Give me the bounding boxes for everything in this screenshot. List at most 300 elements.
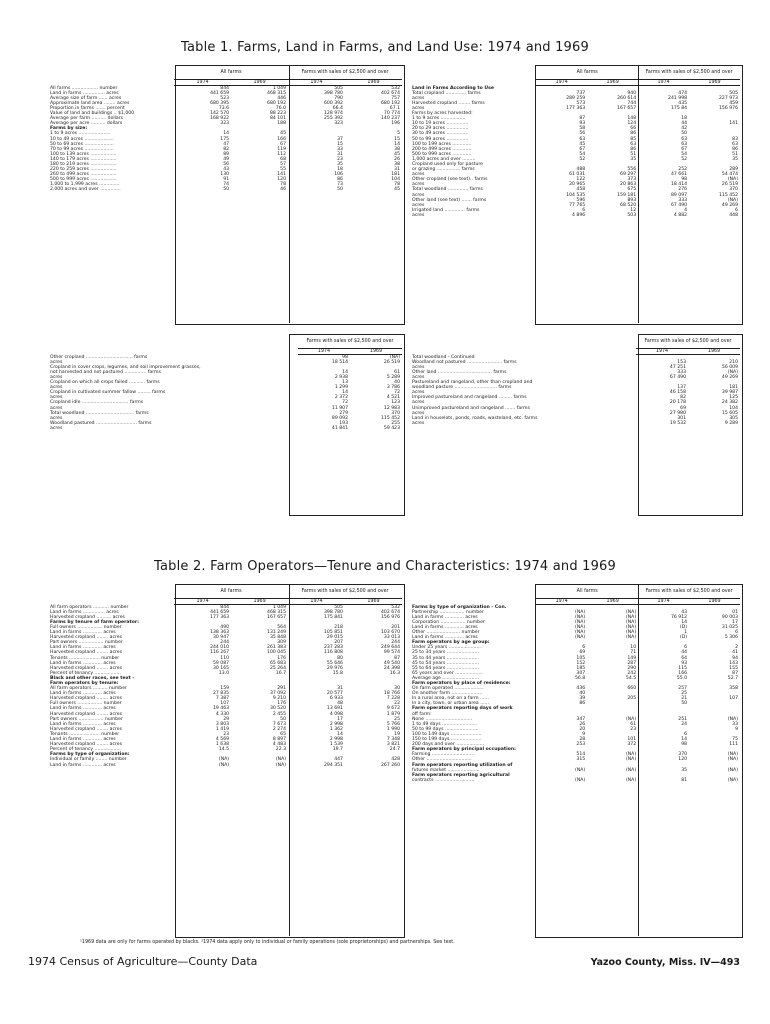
cell-value: 115 452 (381, 415, 400, 421)
cell-value: 116 267 (210, 650, 230, 656)
cell-value: 680 192 (267, 100, 287, 106)
header-farms-2500: Farms with sales of $2,500 and over (288, 585, 402, 599)
row-label: acres (412, 202, 425, 208)
table1-right (410, 66, 740, 218)
cell-value: 19.7 (332, 747, 343, 753)
cell-value: 58 (579, 126, 586, 132)
cell-value: 105 851 (323, 630, 343, 636)
cell-value: 1 419 (215, 726, 230, 732)
row-label: Harvested cropland ........ acres (50, 635, 123, 641)
row-label: acres (412, 105, 425, 111)
cell-value: 86 (732, 146, 738, 152)
row-label: Cropland in cover crops, legumes, and soil improvement grasses, (50, 364, 201, 370)
header-year: 1974 (536, 80, 587, 86)
cell-value: 307 (576, 670, 586, 676)
row-label: 200 days and over ................... (412, 742, 485, 748)
row-label: Pastureland and rangeland, other than cropland and (412, 380, 533, 386)
row-label: Other cropland ................................ farms (50, 354, 148, 360)
cell-value: 19 (394, 731, 400, 737)
cell-value: 370 (729, 187, 738, 193)
cell-value: 175 (220, 136, 230, 142)
cell-value: 6 (582, 645, 586, 651)
cell-value: (NA) (575, 777, 586, 783)
row-label: In a rural area, not on a farm ...... (412, 696, 489, 702)
cell-value: 29 (223, 716, 230, 722)
cell-value: 1 362 (329, 726, 343, 732)
cell-value: (NA) (727, 716, 738, 722)
cell-value: 24.7 (389, 747, 400, 753)
row-label: acres (50, 415, 63, 421)
cell-value: 67 (579, 146, 586, 152)
cell-value: 52 (579, 156, 586, 162)
cell-value: 523 (220, 95, 230, 101)
cell-value: 40 (579, 691, 586, 697)
cell-value: 107 (729, 696, 738, 702)
cell-value: 90 003 (721, 614, 738, 620)
row-label: 10 to 49 acres .................... (50, 136, 114, 142)
header-row (410, 66, 740, 80)
cell-value: 49 (223, 156, 230, 162)
cell-value: 181 (729, 385, 738, 391)
cell-value: 39 (579, 696, 586, 702)
cell-value: 4 882 (673, 212, 688, 218)
row-label: Other land (see text) ....... farms (412, 197, 487, 203)
cell-value: (NA) (625, 757, 637, 763)
cell-value: 61 031 (569, 172, 586, 178)
cell-value: 78 (394, 182, 400, 188)
row-label: futures market ...................... (412, 767, 480, 773)
cell-value: 98 (342, 354, 348, 360)
cell-value: 143 (729, 660, 738, 666)
cell-value: 556 (627, 167, 637, 173)
cell-value: (NA) (625, 609, 637, 615)
cell-value: 16.3 (389, 670, 400, 676)
row-label: acres (412, 95, 425, 101)
row-label: contracts ........................... (412, 777, 475, 783)
cell-value: 441 659 (210, 609, 230, 615)
cell-value: 448 (729, 212, 738, 218)
cell-value: 106 (334, 172, 343, 178)
cell-value: (NA) (625, 630, 637, 636)
cell-value: 142 570 (210, 111, 230, 117)
cell-value: 44 (681, 121, 688, 127)
cell-value: 12 (630, 207, 637, 213)
cell-value: 47 251 (669, 364, 686, 370)
row-label: Irrigated land .............. farms (412, 207, 480, 213)
cell-value: 2 938 (334, 374, 348, 380)
cell-value: 242 (627, 670, 637, 676)
row-label: Farms by tenure of farm operator: (50, 619, 139, 625)
cell-value: 33 013 (383, 635, 400, 641)
cell-value: 2 274 (272, 726, 287, 732)
header-row (410, 585, 740, 599)
cell-value: 63 (579, 136, 586, 142)
row-label: Farm operators by place of residence: (412, 681, 511, 686)
cell-value: (NA) (625, 614, 637, 620)
cell-value: 196 (391, 121, 400, 127)
cell-value: 86 (579, 701, 586, 707)
cell-value: 24 (681, 721, 688, 727)
cell-value: 5 306 (724, 635, 738, 641)
cell-value: 402 674 (381, 90, 400, 96)
cell-value: 1 638 (215, 742, 230, 748)
cell-value: 93 (579, 121, 586, 127)
cell-value: 01 (732, 609, 738, 615)
header-year: 1969 (587, 599, 638, 605)
cell-value: 111 (729, 742, 738, 748)
table-row (410, 778, 740, 783)
row-label: Under 25 years ...................... (412, 645, 481, 651)
table-row (48, 426, 402, 431)
cell-value: 1 539 (329, 742, 343, 748)
table2-right (410, 585, 740, 783)
cell-value: 70 774 (383, 111, 400, 117)
cell-value: 84 101 (269, 116, 287, 122)
cell-value: 67 (280, 141, 287, 147)
row-label: Harvested cropland ........ farms (412, 100, 485, 106)
cell-value: 100 045 (267, 650, 287, 656)
row-label: Farm operators reporting utilization of (412, 762, 513, 768)
cell-value: 4 521 (386, 395, 400, 401)
cell-value: 188 (277, 121, 287, 127)
row-label: Other ............................... (412, 757, 472, 763)
row-label: Land in farms ............. acres (50, 660, 116, 666)
cell-value: 26 (579, 721, 586, 727)
cell-value: 474 (678, 90, 688, 96)
row-label: Harvested cropland ........ acres (50, 696, 123, 702)
cell-value: 218 (334, 624, 343, 630)
row-label: Farms by type of organization: (50, 752, 130, 758)
cell-value: 66.4 (332, 105, 343, 111)
row-label: Land in farms ............. acres (50, 762, 116, 768)
cell-value: 81 (681, 777, 688, 783)
cell-value: (NA) (727, 752, 738, 758)
cell-value: 514 (576, 752, 586, 758)
cell-value: 168 922 (210, 116, 230, 122)
cell-value: 85 (630, 136, 637, 142)
row-label: 65 years and over ................... (412, 670, 483, 676)
row-label: Farm operators by tenure: (50, 681, 119, 686)
row-label: Woodland not pastured ........................ farms (412, 359, 517, 365)
cell-value: (NA) (575, 624, 586, 630)
cell-value: 505 (729, 90, 738, 96)
row-label: 100 to 139 acres .................. (50, 151, 117, 157)
cell-value: 149 (627, 655, 637, 661)
cell-value: 287 (627, 660, 637, 666)
cell-value: 78 (280, 182, 287, 188)
cell-value: 48 (337, 701, 343, 707)
header-year: 1974 (536, 599, 587, 605)
cell-value: 59 423 (383, 425, 400, 431)
cell-value: 104 (729, 405, 738, 411)
cell-value: 71 (630, 650, 637, 656)
cell-value: 13 (342, 380, 348, 386)
cell-value: 20 577 (326, 691, 343, 697)
cell-value: 261 383 (267, 645, 287, 651)
cell-value: 176 (277, 655, 287, 661)
cell-value: 790 (334, 95, 343, 101)
cell-value: 49 540 (383, 660, 400, 666)
header-year: 1974 (298, 349, 350, 355)
cell-value: 6 (582, 207, 586, 213)
cell-value: 141 (277, 172, 287, 178)
cell-value: 57 (280, 162, 287, 167)
cell-value: 31 025 (721, 624, 738, 630)
cell-value: 26 519 (721, 182, 738, 188)
cell-value: 107 (220, 701, 230, 707)
header-row (48, 66, 402, 80)
row-label: Tenants ..................... number (50, 731, 120, 737)
row-label: Harvested cropland ........ acres (50, 665, 123, 671)
cell-value: 737 (576, 90, 586, 96)
cell-value: 4 569 (215, 737, 230, 743)
cell-value: 11 907 (331, 405, 348, 411)
cell-value: 14 (342, 390, 348, 396)
cell-value: 80 (337, 655, 343, 661)
cell-value: 31 (394, 167, 400, 173)
row-label: 260 to 499 acres .................. (50, 172, 117, 178)
cell-value: 402 674 (381, 609, 400, 615)
row-label: Average age ......................... (412, 675, 479, 681)
cell-value: 89 097 (670, 192, 688, 198)
cell-value: 148 (627, 116, 637, 122)
cell-value: 30 (394, 686, 400, 692)
cell-value: 94 (732, 655, 738, 661)
cell-value: 35 (630, 156, 637, 162)
header-year: 1969 (688, 349, 740, 355)
row-label: 150 to 199 days ..................... (412, 737, 482, 743)
cell-value: 358 (729, 686, 738, 692)
header-all-farms: All farms (174, 66, 288, 80)
cell-value: 39 987 (721, 390, 738, 396)
header-farms-2500: Farms with sales of $2,500 and over (638, 66, 740, 80)
cell-value: 87 (732, 670, 738, 676)
row-label: 2,000 acres and over .............. (50, 187, 121, 193)
row-label: None ................................ (412, 716, 473, 722)
cell-value: 91 (223, 177, 230, 183)
row-label: Land in farms ............. acres (50, 721, 116, 727)
header-year: 1969 (345, 80, 402, 86)
cell-value: 241 998 (668, 95, 688, 101)
row-label: Total woodland - Continued (412, 354, 475, 360)
cell-value: 156 976 (719, 105, 738, 111)
cell-value: 42 (681, 126, 688, 132)
cell-value: 468 315 (267, 609, 287, 615)
cell-value: 167 657 (267, 614, 287, 620)
table-row (410, 213, 740, 218)
cell-value: 255 392 (323, 116, 343, 122)
cell-value: (NA) (575, 609, 586, 615)
cell-value: 210 (729, 359, 738, 365)
cell-value: 155 (729, 665, 738, 671)
row-label: 140 to 179 acres .................. (50, 156, 117, 162)
cell-value: 18 514 (331, 359, 348, 365)
row-label: Total woodland ................................. farms (50, 410, 149, 416)
cell-value: 244 (391, 640, 400, 646)
cell-value: 31 (337, 151, 343, 157)
cell-value: 93 (681, 660, 688, 666)
cell-value: 28 (579, 737, 586, 743)
cell-value: 55 646 (326, 660, 343, 666)
cell-value: 249 644 (381, 645, 400, 651)
cell-value: 17 (337, 716, 343, 722)
row-label: Average size of farm ...... acres (50, 95, 122, 101)
cell-value: 49 269 (721, 374, 738, 380)
cell-value: 257 (678, 686, 688, 692)
cell-value: 105 (576, 655, 586, 661)
cell-value: 291 (277, 686, 287, 692)
cell-value: 2 998 (329, 737, 343, 743)
cell-value: 112 (277, 151, 287, 157)
cell-value: 428 (391, 757, 400, 763)
cell-value: 22.3 (275, 747, 287, 753)
cell-value: 65 683 (269, 660, 287, 666)
cell-value: 72 (394, 390, 400, 396)
cell-value: (NA) (218, 762, 230, 768)
header-year: 1969 (587, 80, 638, 86)
cell-value: 3 803 (215, 721, 230, 727)
cell-value: 63 (732, 141, 738, 147)
row-label: Farms by acres harvested: (412, 111, 473, 117)
cell-value: 67 490 (670, 202, 688, 208)
cell-value: 660 (627, 686, 637, 692)
cell-value: 54 474 (721, 172, 738, 178)
header-year: 1969 (345, 599, 402, 605)
cell-value: 75 (732, 737, 738, 743)
cell-value: 177 363 (210, 614, 230, 620)
cell-value: 37 092 (269, 691, 287, 697)
cell-value: 153 (677, 359, 686, 365)
cell-value: 252 (678, 167, 688, 173)
cell-value: 101 (627, 737, 637, 743)
row-label: Harvested cropland ........ acres (50, 726, 123, 732)
cell-value: 596 (576, 197, 586, 203)
cell-value: 19 532 (669, 420, 686, 426)
row-label: Land in Farms According to Use (412, 85, 494, 91)
row-label: Value of land and buildings .. $1,000 (50, 111, 135, 117)
cell-value: (NA) (275, 757, 287, 763)
cell-value: (NA) (727, 197, 738, 203)
cell-value: 573 (576, 100, 586, 106)
cell-value: 600 392 (323, 100, 343, 106)
cell-value: 61 (394, 369, 400, 375)
row-label: Total cropland .............. farms (412, 90, 481, 96)
cell-value: 52 (681, 156, 688, 162)
header-year: 1974 (638, 599, 689, 605)
row-label: 30 to 49 acres ............... (412, 131, 469, 137)
cell-value: 9 (735, 726, 738, 732)
cell-value: 30 165 (213, 665, 230, 671)
cell-value: 38 (394, 162, 400, 167)
cell-value: (NA) (727, 757, 738, 763)
row-label: Land in farms ............... acres (50, 609, 119, 615)
cell-value: 13 691 (326, 706, 343, 712)
cell-value: 30 947 (213, 635, 230, 641)
cell-value: 14.5 (218, 747, 230, 753)
cell-value: 45 (280, 131, 287, 137)
row-label: 25 to 34 years ...................... (412, 650, 479, 656)
cell-value: 128 974 (323, 111, 343, 117)
cell-value: 120 (277, 177, 287, 183)
header-year: 1969 (689, 599, 740, 605)
cell-value: 156 976 (381, 614, 400, 620)
row-label: Harvested cropland ........ acres (50, 742, 123, 748)
row-label: acres (50, 395, 63, 401)
cell-value: 82 (680, 395, 686, 401)
cell-value: 63 (681, 141, 688, 147)
row-label: Cropland idle ................................ farms (50, 400, 144, 406)
row-label: acres (412, 374, 425, 380)
cell-value: (NA) (727, 369, 738, 375)
cell-value: 159 (220, 686, 230, 692)
cell-value: 125 (729, 395, 738, 401)
cell-value: 41 (732, 650, 738, 656)
cell-value: 86 (630, 131, 637, 137)
header-row (48, 585, 402, 599)
cell-value: 14 (681, 619, 688, 625)
row-label: acres (50, 405, 63, 411)
cell-value: 67.1 (389, 105, 400, 111)
row-label: not harvested and not pastured ............... farms (50, 369, 161, 375)
table2-footnote: ¹1969 data are only for farms operated by blacks. ²1974 data apply only to individual or family operations (sole proprietorships) and partnerships. See text. (80, 940, 455, 945)
cell-value: 4 098 (329, 711, 343, 717)
cell-value: 140 237 (381, 116, 400, 122)
row-label: 1 to 9 acres ................. (412, 116, 466, 122)
cell-value: 119 (277, 146, 287, 152)
cell-value: 35 848 (269, 635, 287, 641)
row-label: Percent of tenancy .................. (50, 670, 121, 676)
row-label: Tenants ..................... number (50, 655, 120, 661)
row-label: acres (412, 212, 425, 218)
row-label: 50 to 69 acres .................... (50, 141, 114, 147)
cell-value: 18 (681, 116, 688, 122)
cell-value: 5 (397, 131, 400, 137)
row-label: Average per farm .......... dollars (50, 116, 124, 122)
cell-value: 1 (684, 630, 688, 636)
cell-value: 244 010 (210, 645, 230, 651)
row-label: Land in farms ............... acres (50, 90, 119, 96)
table-row (48, 763, 402, 768)
cell-value: 115 452 (719, 192, 738, 198)
cell-value: 333 (678, 197, 688, 203)
row-label: 200 to 499 acres ............. (412, 146, 472, 152)
row-label: Land in farms ............. acres (50, 737, 116, 743)
row-label: acres (412, 182, 425, 188)
cell-value: 289 (729, 167, 738, 173)
row-label: Woodland pastured ............................ farms (50, 420, 152, 426)
cell-value: 59 087 (213, 660, 230, 666)
row-label: Total woodland .............. farms (412, 187, 483, 193)
cell-value: 63 (630, 141, 637, 147)
row-label: 35 to 44 years ...................... (412, 655, 479, 661)
cell-value: 7 348 (386, 737, 400, 743)
cell-value: 83 (732, 136, 738, 142)
cell-value: 61 (630, 721, 637, 727)
row-label: Land in farms ............. acres (50, 630, 116, 636)
row-label: acres (412, 420, 425, 426)
header-blank (410, 66, 536, 80)
cell-value: 74 (223, 182, 230, 188)
row-label: 1,000 acres and over ......... (412, 156, 476, 162)
cell-value: 56.8 (574, 675, 586, 681)
row-label: 220 to 259 acres .................. (50, 167, 117, 173)
row-label: Land in farms ............. acres (50, 645, 116, 651)
row-label: Land in farms ............. acres (50, 706, 116, 712)
cell-value: 72 (342, 400, 348, 406)
cell-value: 175 841 (323, 614, 343, 620)
cell-value: 19 463 (213, 706, 230, 712)
cell-value: 115 (678, 665, 688, 671)
